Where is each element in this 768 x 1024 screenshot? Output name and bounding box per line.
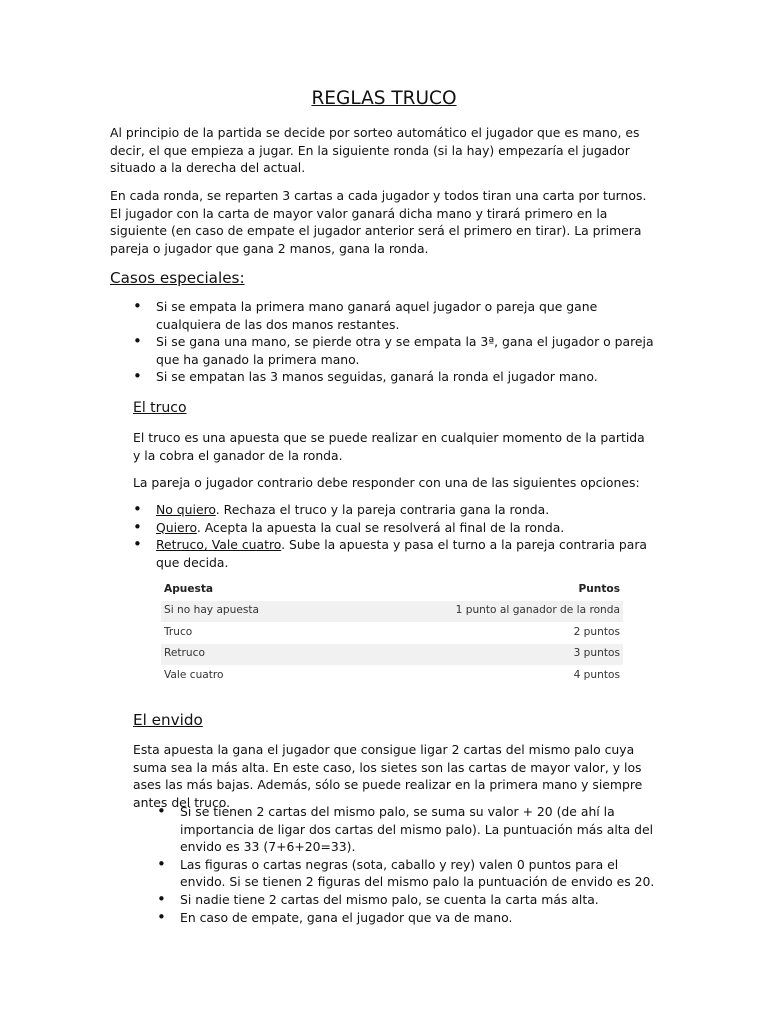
table-row bbox=[161, 601, 623, 623]
intro-paragraph-1: Al principio de la partida se decide por sorteo automático el jugador que es mano, es decir, el que empieza a jugar. En la siguiente ronda (si la hay) empezaría el jugador situado a la derecha del actual. bbox=[110, 125, 640, 176]
list-item: • Si se gana una mano, se pierde otra y se empata la 3ª, gana el jugador o pareja que ha ganado la primera mano. bbox=[133, 333, 659, 368]
option-text: . Acepta la apuesta la cual se resolverá al final de la ronda. bbox=[196, 519, 565, 535]
option-text: . Sube la apuesta y pasa el turno a la pareja contraria para que decida. bbox=[156, 537, 648, 570]
truco-options-list bbox=[133, 501, 653, 571]
envido-heading: El envido bbox=[133, 711, 203, 729]
envido-rules-list bbox=[157, 803, 657, 926]
truco-heading: El truco bbox=[133, 400, 187, 416]
special-cases-list bbox=[133, 298, 659, 386]
page-title: REGLAS TRUCO bbox=[311, 88, 457, 109]
truco-paragraph-2: La pareja o jugador contrario debe responder con una de las siguientes opciones: bbox=[133, 475, 640, 490]
option-term: Quiero bbox=[156, 519, 197, 535]
list-item: • En caso de empate, gana el jugador que va de mano. bbox=[157, 909, 657, 927]
list-item: • Si se empata la primera mano ganará aquel jugador o pareja que gane cualquiera de las dos manos restantes. bbox=[133, 298, 659, 333]
truco-paragraph-1: El truco es una apuesta que se puede realizar en cualquier momento de la partida y la cobra el ganador de la ronda. bbox=[133, 430, 645, 463]
intro-paragraph-2: En cada ronda, se reparten 3 cartas a cada jugador y todos tiran una carta por turnos. El jugador con la carta de mayor valor ganará dicha mano y tirará primero en la siguiente (en caso de empate el jugador anterior será el primero en tirar). La primera pareja o jugador que gana 2 manos, gana la ronda. bbox=[110, 188, 647, 256]
option-term: Retruco, Vale cuatro bbox=[156, 537, 282, 553]
table-header-cell: Apuesta bbox=[164, 582, 214, 595]
table-row bbox=[161, 644, 623, 666]
envido-paragraph: Esta apuesta la gana el jugador que consigue ligar 2 cartas del mismo palo cuya suma sea la más alta. En este caso, los sietes son las cartas de mayor valor, y los ases las más bajas. Además, sólo se puede realizar en la primera mano y siempre antes del truco. bbox=[133, 742, 643, 810]
table-cell: 1 punto al ganador de la ronda bbox=[333, 601, 623, 623]
special-cases-heading: Casos especiales: bbox=[110, 269, 245, 287]
list-item: • Si se tienen 2 cartas del mismo palo, se suma su valor + 20 (de ahí la importancia de ligar dos cartas del mismo palo). La puntuación más alta del envido es 33 (7+6+20=33). bbox=[157, 803, 657, 856]
table-cell: Vale cuatro bbox=[164, 668, 224, 681]
list-item: • Si nadie tiene 2 cartas del mismo palo, se cuenta la carta más alta. bbox=[157, 891, 657, 909]
table-row bbox=[161, 622, 623, 644]
option-term: No quiero bbox=[156, 502, 216, 517]
list-item: • Las figuras o cartas negras (sota, caballo y rey) valen 0 puntos para el envido. Si se tienen 2 figuras del mismo palo la puntuación de envido es 20. bbox=[157, 856, 657, 891]
list-item bbox=[133, 519, 653, 537]
table-cell: Truco bbox=[164, 625, 193, 638]
table-cell: 3 puntos bbox=[333, 644, 623, 666]
points-table bbox=[161, 579, 623, 687]
table-header-row bbox=[161, 579, 623, 601]
table-cell: Retruco bbox=[161, 644, 333, 666]
table-row bbox=[161, 665, 623, 687]
list-item bbox=[133, 501, 653, 519]
table-header-cell: Puntos bbox=[578, 582, 620, 595]
list-item: • Si se empatan las 3 manos seguidas, ganará la ronda el jugador mano. bbox=[133, 368, 659, 386]
table-cell: Si no hay apuesta bbox=[161, 601, 333, 623]
table-cell: 4 puntos bbox=[573, 668, 620, 681]
list-item bbox=[133, 536, 653, 571]
table-cell: 2 puntos bbox=[573, 625, 620, 638]
option-text: . Rechaza el truco y la pareja contraria gana la ronda. bbox=[215, 502, 550, 517]
